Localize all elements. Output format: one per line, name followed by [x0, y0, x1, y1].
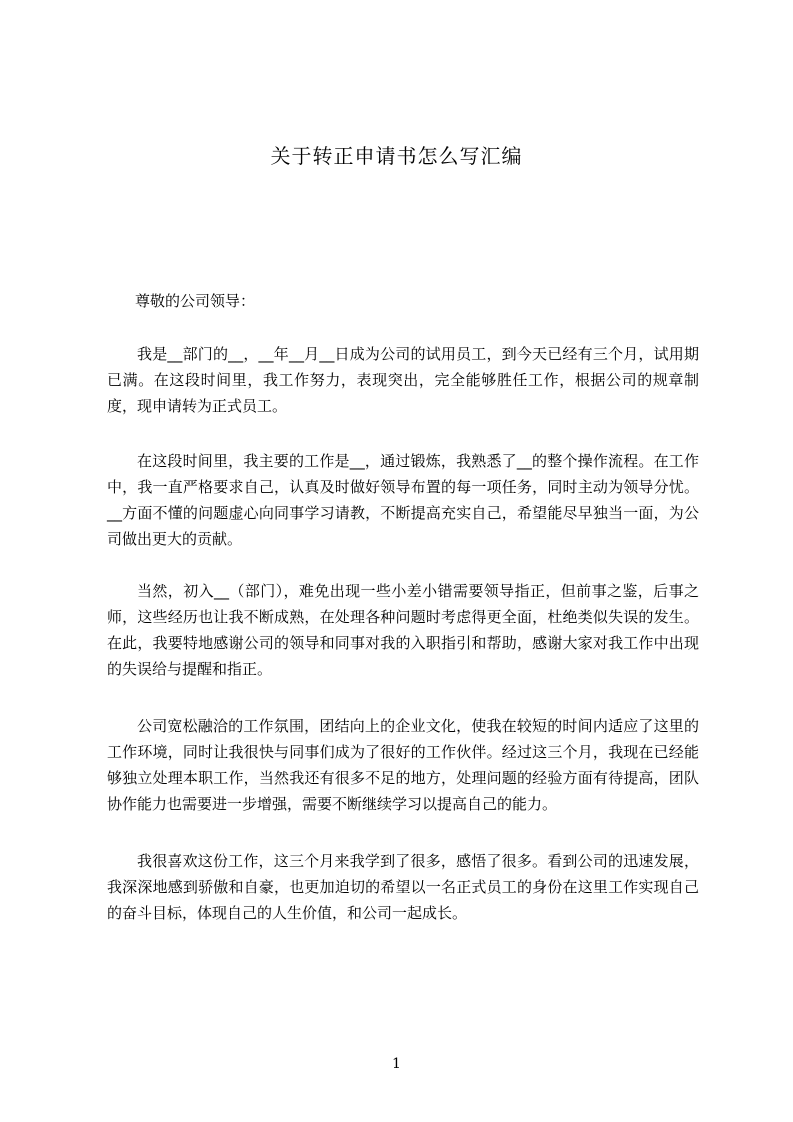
- salutation: 尊敬的公司领导：: [135, 292, 256, 310]
- paragraph-4: 公司宽松融洽的工作氛围，团结向上的企业文化，使我在较短的时间内适应了这里的工作环境，同时让我很快与同事们成为了很好的工作伙伴。经过这三个月，我现在已经能够独立处理本职工作，当然我还有很多不足的地方，处理问题的经验方面有待提高，团队协作能力也需要进一步增强，需要不断继续学习以提高自己的能力。: [107, 717, 699, 813]
- paragraph-2: 在这段时间里，我主要的工作是__，通过锻炼，我熟悉了__的整个操作流程。在工作中，我一直严格要求自己，认真及时做好领导布置的每一项任务，同时主动为领导分忧。__方面不懂的问题虚心向同事学习请教，不断提高充实自己，希望能尽早独当一面，为公司做出更大的贡献。: [107, 452, 699, 548]
- paragraph-1: 我是__部门的__，__年__月__日成为公司的试用员工，到今天已经有三个月，试用期已满。在这段时间里，我工作努力，表现突出，完全能够胜任工作，根据公司的规章制度，现申请转为正式员工。: [107, 345, 699, 415]
- paragraph-3: 当然，初入__（部门），难免出现一些小差小错需要领导指正，但前事之鉴，后事之师，这些经历也让我不断成熟，在处理各种问题时考虑得更全面，杜绝类似失误的发生。在此，我要特地感谢公司的领导和同事对我的入职指引和帮助，感谢大家对我工作中出现的失误给与提醒和指正。: [107, 582, 699, 678]
- document-title: 关于转正申请书怎么写汇编: [270, 144, 523, 168]
- page-number: 1: [392, 1056, 401, 1072]
- paragraph-5: 我很喜欢这份工作，这三个月来我学到了很多，感悟了很多。看到公司的迅速发展，我深深地感到骄傲和自豪，也更加迫切的希望以一名正式员工的身份在这里工作实现自己的奋斗目标，体现自己的人生价值，和公司一起成长。: [107, 852, 699, 922]
